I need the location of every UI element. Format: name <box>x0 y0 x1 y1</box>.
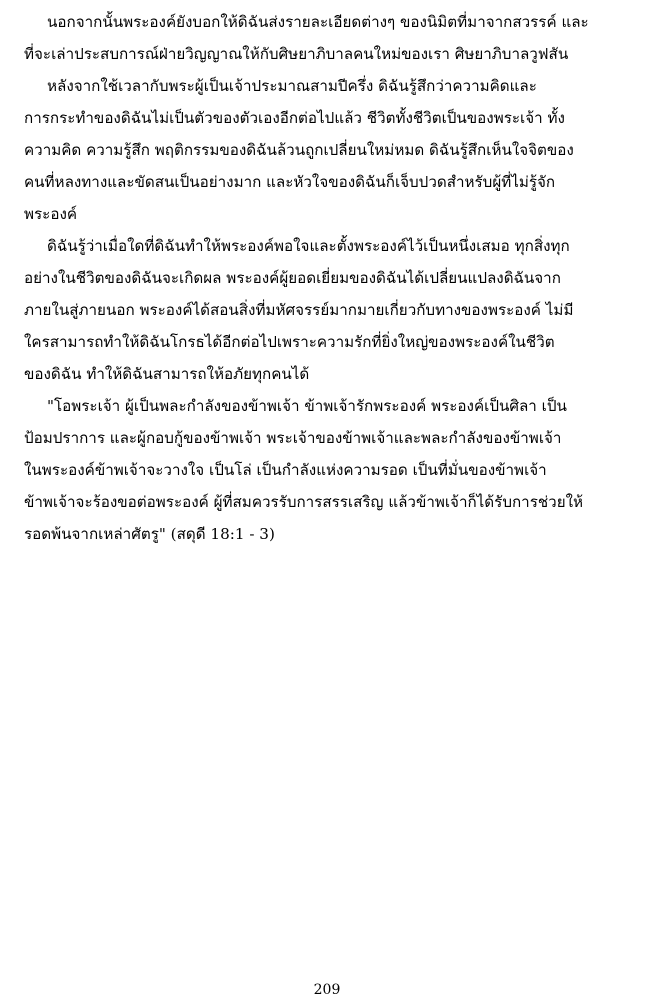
text-line: ของดิฉัน ทำให้ดิฉันสามารถให้อภัยทุกคนได้ <box>24 365 310 383</box>
text-line: ในพระองค์ข้าพเจ้าจะวางใจ เป็นโล่ เป็นกำลังแห่งความรอด เป็นที่มั่นของข้าพเจ้า <box>24 461 547 479</box>
text-line: "โอพระเจ้า ผู้เป็นพละกำลังของข้าพเจ้า ข้าพเจ้ารักพระองค์ พระองค์เป็นศิลา เป็น <box>47 397 567 415</box>
text-line: ใครสามารถทำให้ดิฉันโกรธได้อีกต่อไปเพราะความรักที่ยิ่งใหญ่ของพระองค์ในชีวิต <box>24 333 555 351</box>
paragraph <box>24 230 638 390</box>
text-line: ภายในสู่ภายนอก พระองค์ได้สอนสิ่งที่มหัศจรรย์มากมายเกี่ยวกับทางของพระองค์ ไม่มี <box>24 301 574 319</box>
paragraph <box>24 70 638 230</box>
text-line: ดิฉันรู้ว่าเมื่อใดที่ดิฉันทำให้พระองค์พอใจและตั้งพระองค์ไว้เป็นหนึ่งเสมอ ทุกสิ่งทุก <box>47 237 570 255</box>
text-line: หลังจากใช้เวลากับพระผู้เป็นเจ้าประมาณสามปีครึ่ง ดิฉันรู้สึกว่าความคิดและ <box>47 77 537 95</box>
text-line: ความคิด ความรู้สึก พฤติกรรมของดิฉันล้วนถูกเปลี่ยนใหม่หมด ดิฉันรู้สึกเห็นใจจิตของ <box>24 141 574 159</box>
body-text <box>24 6 638 550</box>
text-line: รอดพ้นจากเหล่าศัตรู" (สดุดี 18:1 - 3) <box>24 525 275 543</box>
text-line: ข้าพเจ้าจะร้องขอต่อพระองค์ ผู้ที่สมควรรับการสรรเสริญ แล้วข้าพเจ้าก็ได้รับการช่วยให้ <box>24 493 584 511</box>
text-line: พระองค์ <box>24 205 78 223</box>
text-line: ป้อมปราการ และผู้กอบกู้ของข้าพเจ้า พระเจ้าของข้าพเจ้าและพละกำลังของข้าพเจ้า <box>24 429 562 447</box>
text-line: อย่างในชีวิตของดิฉันจะเกิดผล พระองค์ผู้ยอดเยี่ยมของดิฉันได้เปลี่ยนแปลงดิฉันจาก <box>24 269 561 287</box>
text-line: คนที่หลงทางและขัดสนเป็นอย่างมาก และหัวใจของดิฉันก็เจ็บปวดสำหรับผู้ที่ไม่รู้จัก <box>24 173 556 191</box>
paragraph <box>24 390 638 550</box>
text-line: นอกจากนั้นพระองค์ยังบอกให้ดิฉันส่งรายละเอียดต่างๆ ของนิมิตที่มาจากสวรรค์ และ <box>47 13 589 31</box>
paragraph <box>24 6 638 70</box>
text-line: ที่จะเล่าประสบการณ์ฝ่ายวิญญาณให้กับศิษยาภิบาลคนใหม่ของเรา ศิษยาภิบาลวูฟสัน <box>24 45 569 63</box>
text-line: การกระทำของดิฉันไม่เป็นตัวของตัวเองอีกต่อไปแล้ว ชีวิตทั้งชีวิตเป็นของพระเจ้า ทั้ง <box>24 109 565 127</box>
page-number: 209 <box>313 982 341 998</box>
